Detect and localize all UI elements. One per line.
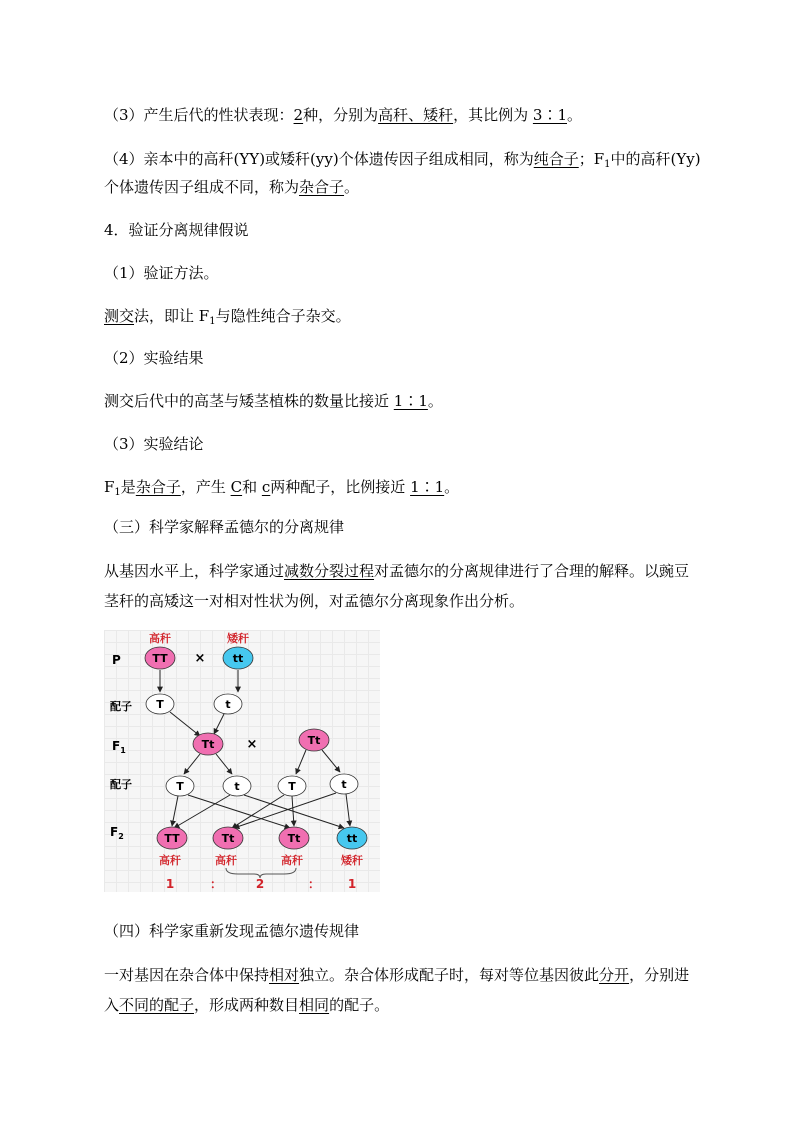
ratio-value: 1 [165,877,175,891]
f2-trait-label: 高秆 [215,854,237,867]
line-offspring-traits [104,100,724,130]
gamete-label: T [156,698,164,711]
subheading-result: （2）实验结果 [104,349,204,367]
text: 两种配子，比例接近 [270,478,411,496]
f2-genotype: TT [164,832,180,845]
f2-genotype: Tt [221,832,235,845]
line-testcross [104,301,724,331]
line-gene-independence-1 [104,960,724,990]
parent-genotype: TT [152,652,168,665]
text: （4）亲本中的高秆(YY)或矮秆(yy)个体遗传因子组成相同，称为 [104,150,534,168]
text: 个体遗传因子组成不同，称为 [104,178,300,196]
blank-answer: 不同的配子 [119,996,195,1014]
blank-answer: 相对 [269,966,300,984]
arrow [234,793,336,828]
f2-trait-label: 高秆 [281,854,303,867]
blank-answer: 3∶1 [532,106,567,124]
cross-symbol: × [194,651,206,666]
f2-genotype: Tt [287,832,301,845]
text: F [104,478,115,496]
section-heading-three: （三）科学家解释孟德尔的分离规律 [104,518,345,536]
text: ，形成两种数目 [194,996,300,1014]
arrow [172,796,178,826]
blank-answer: 减数分裂过程 [284,562,375,580]
blank-answer: 相同 [299,996,330,1014]
row-label-f2: $F_2$ [110,825,124,841]
subscript: 1 [114,487,121,498]
f1-genotype: Tt [307,734,321,747]
f2-genotype: tt [346,832,358,845]
section-heading-four: （四）科学家重新发现孟德尔遗传规律 [104,922,360,940]
blank-answer: 纯合子 [533,150,579,168]
text: ，产生 [180,478,231,496]
row-label-f1: $F_1$ [112,739,126,755]
row-label-p: P [112,653,121,667]
text: 。 [444,478,460,496]
text: 和 [242,478,262,496]
line-explanation-2: 茎秆的高矮这一对相对性状为例，对孟德尔分离现象作出分析。 [104,592,525,610]
text: 的配子。 [329,996,390,1014]
subscript: 1 [604,159,611,170]
gamete-label: T [176,780,184,793]
gamete-label: T [288,780,296,793]
blank-answer: 2 [293,106,304,124]
text: 。 [567,106,583,124]
subscript: 1 [209,316,216,327]
text: 法，即让 F [134,307,210,325]
parent-genotype: tt [232,652,244,665]
text: 入 [104,996,120,1014]
blank-answer: 杂合子 [299,178,345,196]
f2-trait-label: 高秆 [159,854,181,867]
text: 一对基因在杂合体中保持 [104,966,270,984]
arrow [346,794,350,826]
section-heading-verify: 4．验证分离规律假说 [104,221,249,239]
gamete-label: t [341,778,347,791]
text: 。 [427,392,443,410]
line-heterozygote [104,172,724,202]
text: 从基因水平上，科学家通过 [104,562,285,580]
text: ，其比例为 [453,106,533,124]
text: ；F [578,150,605,168]
text: 中的高秆(Yy) [610,150,701,168]
gamete-label: t [234,780,240,793]
blank-answer: C [230,478,243,496]
line-result [104,386,724,416]
ratio-separator: ： [209,877,223,891]
arrow [184,754,200,774]
arrow [322,750,340,772]
blank-answer: c [261,478,271,496]
parent-trait-label: 高秆 [149,632,171,645]
row-label-gamete-2: 配子 [110,778,132,791]
gamete-label: t [225,698,231,711]
blank-answer: 1∶1 [410,478,445,496]
ratio-separator: ： [307,877,321,891]
arrow [214,714,224,734]
text: （3）产生后代的性状表现： [104,106,294,124]
text: ，分别进 [629,966,690,984]
line-gene-independence-2 [104,990,724,1020]
f1-genotype: Tt [201,738,215,751]
f2-trait-label: 矮秆 [341,854,363,867]
blank-answer: 1∶1 [393,392,428,410]
diagram-svg [104,630,380,892]
text: 对孟德尔的分离规律进行了合理的解释。以豌豆 [374,562,690,580]
arrow [216,754,232,774]
arrow [296,750,306,774]
line-explanation-1 [104,556,724,586]
line-conclusion [104,472,724,502]
arrow [170,712,200,736]
text: 测交后代中的高茎与矮茎植株的数量比接近 [104,392,394,410]
ratio-value: 2 [255,877,265,891]
line-homozygote [104,144,724,174]
text: 独立。杂合体形成配子时，每对等位基因彼此 [299,966,600,984]
text: 种，分别为 [303,106,379,124]
segregation-diagram [104,630,380,892]
blank-answer: 杂合子 [135,478,181,496]
text: 。 [344,178,360,196]
blank-answer: 高秆、矮秆 [378,106,454,124]
blank-answer: 分开 [599,966,630,984]
ratio-value: 1 [347,877,357,891]
subheading-conclusion: （3）实验结论 [104,435,204,453]
blank-answer: 测交 [104,307,135,325]
text: 是 [120,478,136,496]
row-label-gamete-1: 配子 [110,700,132,713]
subheading-method: （1）验证方法。 [104,264,219,282]
parent-trait-label: 矮秆 [227,632,249,645]
cross-symbol: × [246,737,258,752]
text: 与隐性纯合子杂交。 [215,307,351,325]
